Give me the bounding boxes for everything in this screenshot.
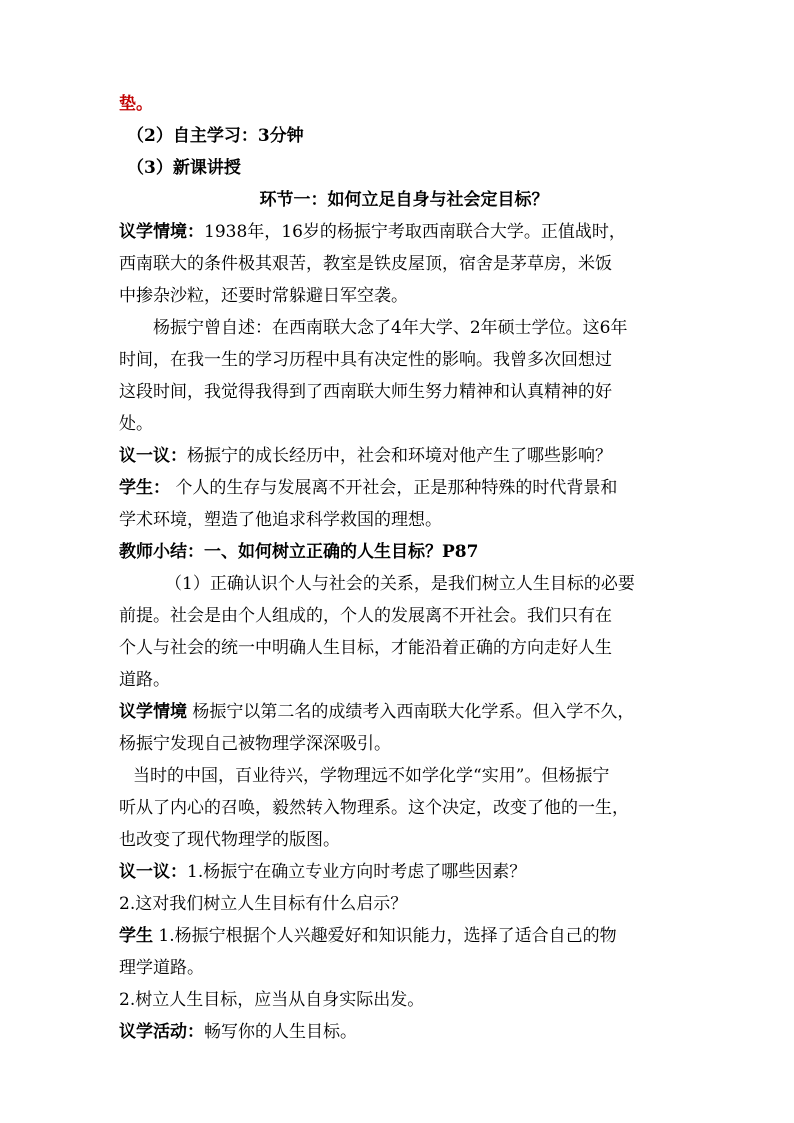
activity-line — [119, 1016, 689, 1048]
summary-line-3: 个人与社会的统一中明确人生目标，才能沿着正确的方向走好人生 — [119, 638, 612, 658]
discuss2-line-2: 2.这对我们树立人生目标有什么启示？ — [119, 894, 408, 914]
situation1-label: 议学情境： — [119, 222, 204, 242]
quote-line-4: 处。 — [119, 414, 153, 434]
situation2-line-2: 杨振宁发现自己被物理学深深吸引。 — [119, 734, 391, 754]
new-lesson-heading: （3）新课讲授 — [127, 158, 241, 178]
student2-line-1 — [119, 920, 689, 952]
student1-line-1 — [119, 472, 689, 504]
situation1-line-1 — [119, 216, 689, 248]
student2-line-3: 2.树立人生目标，应当从自身实际出发。 — [119, 990, 425, 1010]
discuss1-line — [119, 440, 689, 472]
discuss1-label: 议一议： — [119, 446, 187, 466]
discuss2-text-1: 1.杨振宁在确立专业方向时考虑了哪些因素？ — [187, 862, 527, 882]
activity-text: 畅写你的人生目标。 — [204, 1022, 357, 1042]
summary-line-1: （1）正确认识个人与社会的关系，是我们树立人生目标的必要 — [165, 574, 635, 594]
intro-tail-text: 垫。 — [119, 94, 153, 114]
situation1-line-2: 西南联大的条件极其艰苦，教室是铁皮屋顶，宿舍是茅草房，米饭 — [119, 254, 612, 274]
situation2-label: 议学情境 — [119, 702, 187, 722]
summary-line-2: 前提。社会是由个人组成的，个人的发展离不开社会。我们只有在 — [119, 606, 612, 626]
situation2-text-1: 杨振宁以第二名的成绩考入西南联大化学系。但入学不久， — [187, 702, 635, 722]
story-line-1: 当时的中国，百业待兴，学物理远不如学化学“实用”。但杨振宁 — [133, 766, 610, 786]
situation2-line-1 — [119, 696, 689, 728]
story-line-3: 也改变了现代物理学的版图。 — [119, 830, 340, 850]
student1-label: 学生： — [119, 478, 170, 498]
student2-label: 学生 — [119, 926, 153, 946]
document-page — [119, 88, 689, 1048]
student2-text-1: 1.杨振宁根据个人兴趣爱好和知识能力，选择了适合自己的物 — [153, 926, 617, 946]
quote-line-1: 杨振宁曾自述：在西南联大念了4年大学、2年硕士学位。这6年 — [153, 318, 628, 338]
discuss1-text: 杨振宁的成长经历中，社会和环境对他产生了哪些影响？ — [187, 446, 612, 466]
student1-line-2: 学术环境，塑造了他追求科学救国的理想。 — [119, 510, 442, 530]
teacher-summary-heading: 教师小结：一、如何树立正确的人生目标？P87 — [119, 542, 479, 562]
student2-line-2: 理学道路。 — [119, 958, 204, 978]
student1-text-1: 个人的生存与发展离不开社会，正是那种特殊的时代背景和 — [170, 478, 618, 498]
self-study-heading: （2）自主学习：3分钟 — [127, 126, 304, 146]
summary-line-4: 道路。 — [119, 670, 170, 690]
quote-line-2: 时间，在我一生的学习历程中具有决定性的影响。我曾多次回想过 — [119, 350, 612, 370]
discuss2-line-1 — [119, 856, 689, 888]
discuss2-label: 议一议： — [119, 862, 187, 882]
situation1-line-3: 中掺杂沙粒，还要时常躲避日军空袭。 — [119, 286, 408, 306]
story-line-2: 听从了内心的召唤，毅然转入物理系。这个决定，改变了他的一生， — [119, 798, 629, 818]
section-title: 环节一：如何立足自身与社会定目标？ — [259, 190, 549, 210]
situation1-text-1: 1938年，16岁的杨振宁考取西南联合大学。正值战时， — [204, 222, 626, 242]
activity-label: 议学活动： — [119, 1022, 204, 1042]
quote-line-3: 这段时间，我觉得我得到了西南联大师生努力精神和认真精神的好 — [119, 382, 612, 402]
